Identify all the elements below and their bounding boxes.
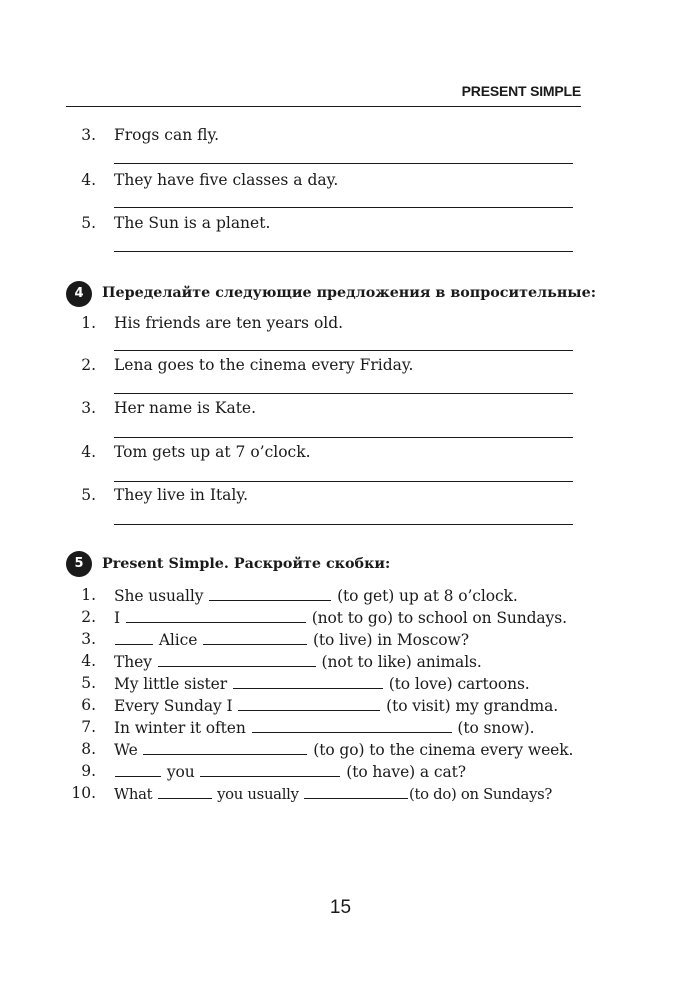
- fill-blank[interactable]: [143, 740, 307, 755]
- sentence-start: She usually: [114, 587, 204, 605]
- fill-blank[interactable]: [304, 784, 408, 799]
- running-head: [66, 78, 581, 107]
- sentence: Frogs can fly.: [114, 126, 220, 144]
- sentence-end: (to snow).: [457, 719, 535, 737]
- sentence-start: My little sister: [114, 675, 228, 693]
- item-number: 4.: [81, 171, 96, 189]
- sentence: They live in Italy.: [114, 486, 248, 504]
- fill-blank[interactable]: [115, 762, 161, 777]
- item-number: 4.: [81, 652, 96, 670]
- item-number: 1.: [81, 586, 96, 604]
- fill-blank[interactable]: [209, 586, 331, 601]
- sentence-middle: you usually: [217, 786, 299, 803]
- sentence-end: (to do) on Sundays?: [409, 786, 553, 803]
- sentence: Her name is Kate.: [114, 399, 257, 417]
- sentence-end: (not to go) to school on Sundays.: [311, 609, 567, 627]
- item-number: 9.: [81, 762, 96, 780]
- item-number: 5.: [81, 674, 96, 692]
- item-number: 1.: [81, 314, 96, 332]
- fill-blank[interactable]: [203, 630, 307, 645]
- sentence-end: (to love) cartoons.: [388, 675, 530, 693]
- item-number: 5.: [81, 486, 96, 504]
- item-number: 2.: [81, 356, 96, 374]
- sentence-end: (to visit) my grandma.: [386, 697, 559, 715]
- fill-blank[interactable]: [158, 784, 212, 799]
- answer-line[interactable]: [114, 393, 573, 394]
- task-number-badge: 5: [66, 551, 92, 577]
- fill-blank[interactable]: [115, 630, 153, 645]
- sentence-end: (to have) a cat?: [346, 763, 466, 781]
- item-number: 7.: [81, 718, 96, 736]
- page-number: 15: [329, 897, 352, 918]
- item-number: 8.: [81, 740, 96, 758]
- sentence: They have five classes a day.: [114, 171, 339, 189]
- sentence-start: Alice: [158, 631, 198, 649]
- answer-line[interactable]: [114, 350, 573, 351]
- sentence-start: you: [166, 763, 195, 781]
- section-title: PRESENT SIMPLE: [461, 83, 581, 99]
- item-number: 5.: [81, 214, 96, 232]
- item-number: 6.: [81, 696, 96, 714]
- item-number: 3.: [81, 630, 96, 648]
- item-number: 3.: [81, 399, 96, 417]
- sentence-end: (not to like) animals.: [321, 653, 482, 671]
- fill-blank[interactable]: [200, 762, 340, 777]
- sentence: Tom gets up at 7 o’clock.: [114, 443, 311, 461]
- sentence: The Sun is a planet.: [114, 214, 271, 232]
- item-number: 10.: [71, 784, 96, 802]
- sentence-end: (to live) in Moscow?: [312, 631, 469, 649]
- sentence-end: (to go) to the cinema every week.: [313, 741, 574, 759]
- answer-line[interactable]: [114, 437, 573, 438]
- answer-line[interactable]: [114, 524, 573, 525]
- fill-blank[interactable]: [158, 652, 316, 667]
- sentence-start: They: [114, 653, 152, 671]
- task-number-badge: 4: [66, 281, 92, 307]
- sentence: His friends are ten years old.: [114, 314, 344, 332]
- sentence-start: Every Sunday I: [114, 697, 233, 715]
- answer-line[interactable]: [114, 251, 573, 252]
- answer-line[interactable]: [114, 481, 573, 482]
- fill-blank[interactable]: [252, 718, 452, 733]
- sentence-start: In winter it often: [114, 719, 246, 737]
- task-instruction: Переделайте следующие предложения в вопросительные:: [102, 285, 597, 301]
- item-number: 3.: [81, 126, 96, 144]
- fill-blank[interactable]: [238, 696, 380, 711]
- sentence-start: I: [114, 609, 121, 627]
- fill-blank[interactable]: [126, 608, 306, 623]
- sentence-end: (to get) up at 8 o’clock.: [337, 587, 518, 605]
- fill-blank[interactable]: [233, 674, 383, 689]
- answer-line[interactable]: [114, 207, 573, 208]
- sentence-start: We: [114, 741, 138, 759]
- item-number: 2.: [81, 608, 96, 626]
- sentence-start: What: [114, 786, 153, 803]
- item-number: 4.: [81, 443, 96, 461]
- answer-line[interactable]: [114, 163, 573, 164]
- sentence: Lena goes to the cinema every Friday.: [114, 356, 414, 374]
- task-instruction: Present Simple. Раскройте скобки:: [102, 556, 391, 572]
